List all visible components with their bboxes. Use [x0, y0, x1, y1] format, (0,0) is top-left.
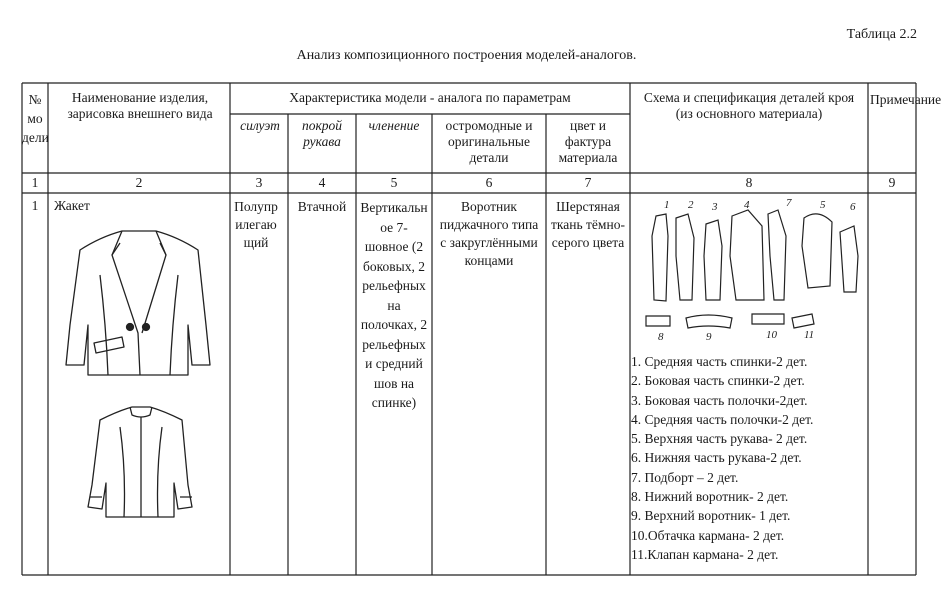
- col-number-5: 5: [390, 175, 398, 190]
- header-col-division: членение: [368, 118, 420, 133]
- header-col-material: цвет и фактура материала: [558, 118, 618, 165]
- header-col-pattern: Схема и спецификация деталей кроя (из основного материала): [643, 90, 855, 121]
- pattern-label-5: 5: [820, 199, 826, 211]
- col-number-6: 6: [485, 175, 493, 190]
- header-col-note: Примечание: [870, 92, 941, 107]
- division-value: Вертикальное 7-шовное (2 боковых, 2 рельефных на полочках, 2 рельефных и средний шов на спинке): [360, 200, 428, 410]
- pattern-label-6: 6: [850, 201, 856, 213]
- spec-item: 5. Верхняя часть рукава- 2 дет.: [631, 431, 808, 447]
- col-number-3: 3: [255, 175, 263, 190]
- pattern-label-9: 9: [706, 331, 712, 343]
- spec-item: 8. Нижний воротник- 2 дет.: [631, 489, 789, 505]
- col-number-2: 2: [135, 175, 143, 190]
- header-group-characteristics: Характеристика модели - аналога по параметрам: [289, 90, 571, 105]
- spec-item: 11.Клапан кармана- 2 дет.: [631, 546, 779, 562]
- header-col-details: остромодные и оригинальные детали: [445, 118, 533, 165]
- pattern-label-11: 11: [804, 329, 815, 341]
- header-col-silhouette: силуэт: [240, 118, 280, 133]
- spec-item: 2. Боковая часть спинки-2 дет.: [631, 373, 805, 389]
- header-col-name: Наименование изделия, зарисовка внешнего вида: [67, 90, 213, 121]
- col-number-4: 4: [318, 175, 326, 190]
- table-number: Таблица 2.2: [846, 27, 917, 42]
- header-col-number: № мо дели: [22, 92, 49, 145]
- item-name: Жакет: [54, 198, 90, 213]
- spec-item: 4. Средняя часть полочки-2 дет.: [631, 411, 814, 427]
- material-value: Шерстяная ткань тёмно-серого цвета: [551, 199, 625, 250]
- spec-item: 6. Нижняя часть рукава-2 дет.: [631, 450, 802, 466]
- pattern-label-3: 3: [712, 201, 718, 213]
- pattern-diagram: [636, 196, 866, 346]
- pattern-label-4: 4: [744, 199, 750, 211]
- spec-item: 1. Средняя часть спинки-2 дет.: [631, 354, 808, 369]
- silhouette-value: Полуприлегающий: [234, 199, 278, 250]
- spec-list: [631, 352, 871, 564]
- col-number-8: 8: [745, 175, 753, 190]
- pattern-label-2: 2: [688, 199, 694, 211]
- spec-item: 7. Подборт – 2 дет.: [631, 469, 739, 485]
- pattern-label-1: 1: [664, 199, 670, 211]
- spec-item: 3. Боковая часть полочки-2дет.: [631, 392, 808, 408]
- spec-item: 10.Обтачка кармана- 2 дет.: [631, 527, 785, 543]
- jacket-sketch: [60, 215, 220, 565]
- col-number-1: 1: [31, 175, 39, 190]
- pattern-label-10: 10: [766, 329, 777, 341]
- table-title: Анализ композиционного построения моделей-аналогов.: [296, 48, 637, 63]
- sleeve-value: Втачной: [297, 199, 347, 214]
- header-col-sleeve: покрой рукава: [301, 118, 343, 149]
- row-number: 1: [31, 198, 39, 213]
- pattern-label-7: 7: [786, 197, 792, 209]
- pattern-label-8: 8: [658, 331, 664, 343]
- col-number-7: 7: [584, 175, 592, 190]
- spec-item: 9. Верхний воротник- 1 дет.: [631, 508, 791, 524]
- col-number-9: 9: [888, 175, 896, 190]
- details-value: Воротник пиджачного типа с закруглёнными концами: [439, 199, 539, 268]
